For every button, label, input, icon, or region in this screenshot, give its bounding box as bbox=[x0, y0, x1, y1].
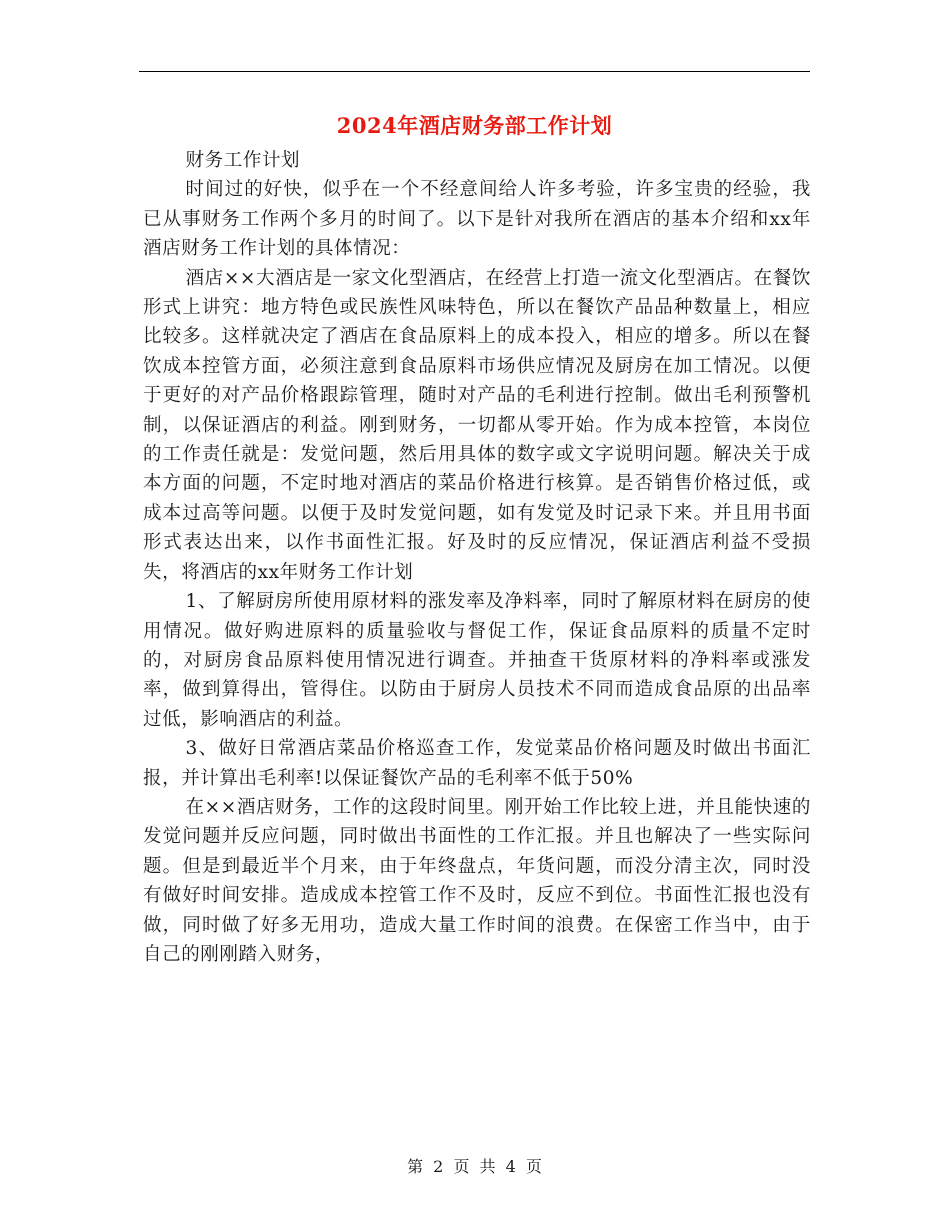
header-rule bbox=[139, 71, 810, 72]
paragraph: 财务工作计划 bbox=[185, 150, 301, 171]
document-title: 2024年酒店财务部工作计划 bbox=[336, 113, 613, 138]
paragraph: 在××酒店财务，工作的这段时间里。刚开始工作比较上进，并且能快速的发觉问题并反应问题，同时做出书面性的工作汇报。并且也解决了一些实际问题。但是到最近半个月来，由于年终盘点，年货问题，而没分清主次，同时没有做好时间安排。造成成本控管工作不及时，反应不到位。书面性汇报也没有做，同时做了好多无用功，造成大量工作时间的浪费。在保密工作当中，由于自己的刚刚踏入财务， bbox=[143, 796, 811, 965]
document-body bbox=[143, 146, 811, 969]
page-number-footer: 第 2 页 共 4 页 bbox=[407, 1157, 543, 1176]
paragraph: 酒店××大酒店是一家文化型酒店，在经营上打造一流文化型酒店。在餐饮形式上讲究：地方特色或民族性风味特色，所以在餐饮产品品种数量上，相应比较多。这样就决定了酒店在食品原料上的成本投入，相应的增多。所以在餐饮成本控管方面，必须注意到食品原料市场供应情况及厨房在加工情况。以便于更好的对产品价格跟踪管理，随时对产品的毛利进行控制。做出毛利预警机制，以保证酒店的利益。刚到财务，一切都从零开始。作为成本控管，本岗位的工作责任就是：发觉问题，然后用具体的数字或文字说明问题。解决关于成本方面的问题，不定时地对酒店的菜品价格进行核算。是否销售价格过低，或成本过高等问题。以便于及时发觉问题，如有发觉及时记录下来。并且用书面形式表达出来，以作书面性汇报。好及时的反应情况，保证酒店利益不受损失，将酒店的xx年财务工作计划 bbox=[143, 267, 811, 583]
paragraph: 3、做好日常酒店菜品价格巡查工作，发觉菜品价格问题及时做出书面汇报，并计算出毛利率!以保证餐饮产品的毛利率不低于50% bbox=[143, 738, 811, 789]
paragraph: 1、了解厨房所使用原材料的涨发率及净料率，同时了解原材料在厨房的使用情况。做好购进原料的质量验收与督促工作，保证食品原料的质量不定时的，对厨房食品原料使用情况进行调查。并抽查干货原材料的净料率或涨发率，做到算得出，管得住。以防由于厨房人员技术不同而造成食品原的出品率过低，影响酒店的利益。 bbox=[143, 591, 811, 730]
paragraph: 时间过的好快，似乎在一个不经意间给人许多考验，许多宝贵的经验，我已从事财务工作两个多月的时间了。以下是针对我所在酒店的基本介绍和xx年酒店财务工作计划的具体情况： bbox=[143, 179, 811, 260]
